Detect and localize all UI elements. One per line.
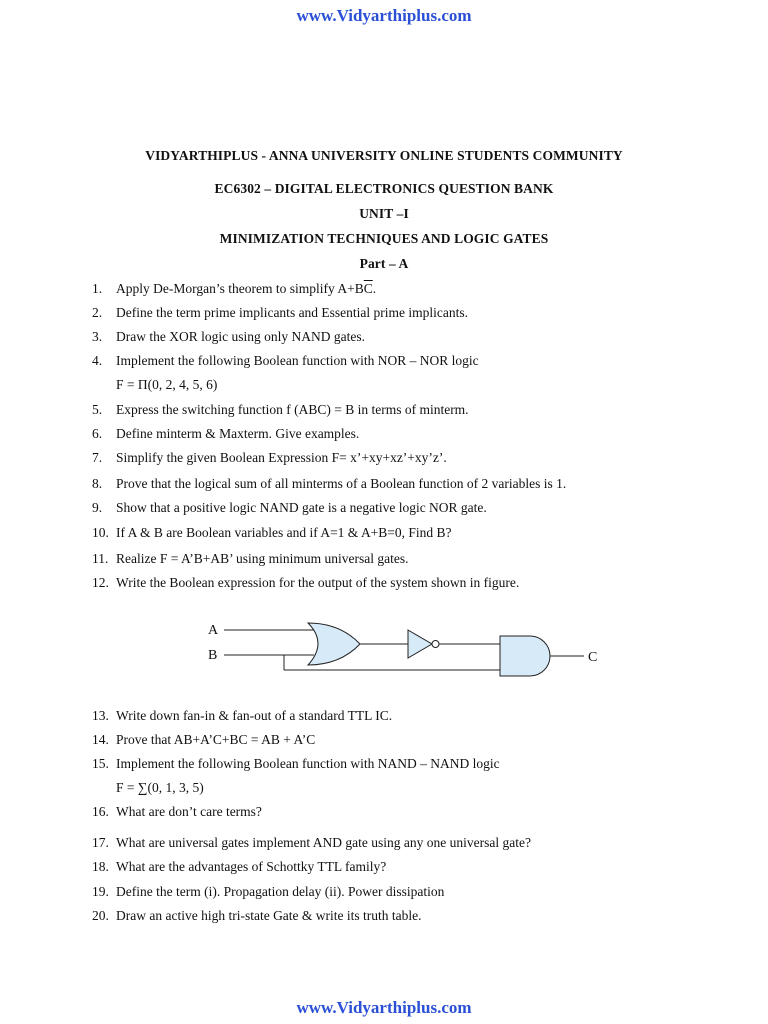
question-item xyxy=(92,908,422,924)
question-item xyxy=(92,732,315,748)
logic-circuit-figure xyxy=(200,614,620,680)
function-expression: F = Π(0, 2, 4, 5, 6) xyxy=(116,377,218,392)
question-item xyxy=(92,708,392,724)
question-number: 12. xyxy=(92,575,109,590)
function-expression: F = ∑(0, 1, 3, 5) xyxy=(116,780,204,795)
question-item xyxy=(92,281,376,297)
question-item xyxy=(92,450,447,466)
footer-site-link[interactable]: www.Vidyarthiplus.com xyxy=(296,998,472,1017)
input-a-label: A xyxy=(208,623,219,638)
question-item xyxy=(92,476,566,492)
question-item xyxy=(92,305,468,321)
question-number: 10. xyxy=(92,525,109,540)
question-text-end: . xyxy=(372,281,377,296)
not-bubble xyxy=(432,641,439,648)
question-item xyxy=(92,804,262,820)
question-number: 14. xyxy=(92,732,109,747)
question-text: Implement the following Boolean function with NAND – NAND logic xyxy=(116,756,500,771)
question-number: 5. xyxy=(92,402,103,417)
question-item xyxy=(92,353,479,369)
question-text: Express the switching function f (ABC) = B in terms of minterm. xyxy=(116,402,469,417)
question-item xyxy=(92,575,519,591)
question-number: 9. xyxy=(92,500,103,515)
not-gate xyxy=(408,630,432,658)
question-text: If A & B are Boolean variables and if A=1 & A+B=0, Find B? xyxy=(116,525,452,540)
question-number: 17. xyxy=(92,835,109,850)
and-gate xyxy=(500,636,550,676)
question-text: Write the Boolean expression for the output of the system shown in figure. xyxy=(116,575,520,590)
question-text: Prove that the logical sum of all minterms of a Boolean function of 2 variables is 1. xyxy=(116,476,567,491)
input-b-label: B xyxy=(208,648,218,663)
question-item xyxy=(92,500,487,516)
question-item xyxy=(92,525,452,541)
question-text: Show that a positive logic NAND gate is a negative logic NOR gate. xyxy=(116,500,487,515)
question-text: Draw an active high tri-state Gate & write its truth table. xyxy=(116,908,422,923)
question-number: 15. xyxy=(92,756,109,771)
question-text: What are the advantages of Schottky TTL family? xyxy=(116,859,387,874)
question-item xyxy=(92,835,531,851)
question-item xyxy=(92,756,500,772)
question-text: Simplify the given Boolean Expression F= x’+xy+xz’+xy’z’. xyxy=(116,450,447,465)
question-item xyxy=(92,551,408,567)
question-number: 4. xyxy=(92,353,103,368)
header-site-link[interactable]: www.Vidyarthiplus.com xyxy=(296,6,472,25)
question-item xyxy=(92,426,359,442)
question-number: 2. xyxy=(92,305,103,320)
question-item xyxy=(92,884,444,900)
question-text: Prove that AB+A’C+BC = AB + A’C xyxy=(116,732,316,747)
question-number: 19. xyxy=(92,884,109,899)
question-text: Apply De-Morgan’s theorem to simplify A+B xyxy=(116,281,364,296)
question-text: Implement the following Boolean function with NOR – NOR logic xyxy=(116,353,479,368)
unit-label: UNIT –I xyxy=(359,206,409,221)
question-text: Define minterm & Maxterm. Give examples. xyxy=(116,426,360,441)
question-number: 8. xyxy=(92,476,103,491)
question-item xyxy=(92,329,365,345)
question-number: 6. xyxy=(92,426,103,441)
question-text: Draw the XOR logic using only NAND gates. xyxy=(116,329,365,344)
question-text: Define the term prime implicants and Essential prime implicants. xyxy=(116,305,469,320)
course-title: EC6302 – DIGITAL ELECTRONICS QUESTION BANK xyxy=(214,181,554,196)
question-text: Realize F = A’B+AB’ using minimum universal gates. xyxy=(116,551,409,566)
output-c-label: C xyxy=(588,650,598,665)
part-label: Part – A xyxy=(359,256,409,271)
question-text: Write down fan-in & fan-out of a standard TTL IC. xyxy=(116,708,393,723)
question-number: 18. xyxy=(92,859,109,874)
community-title: VIDYARTHIPLUS - ANNA UNIVERSITY ONLINE STUDENTS COMMUNITY xyxy=(145,148,623,163)
overlined-term: $\overline{C}$ xyxy=(363,281,373,296)
unit-title: MINIMIZATION TECHNIQUES AND LOGIC GATES xyxy=(219,231,549,246)
question-number: 20. xyxy=(92,908,109,923)
question-item xyxy=(92,859,386,875)
or-gate xyxy=(308,623,360,665)
question-text: What are universal gates implement AND gate using any one universal gate? xyxy=(116,835,531,850)
question-number: 7. xyxy=(92,450,103,465)
question-number: 16. xyxy=(92,804,109,819)
question-item xyxy=(92,402,469,418)
question-number: 13. xyxy=(92,708,109,723)
question-text: Define the term (i). Propagation delay (ii). Power dissipation xyxy=(116,884,445,899)
question-number: 11. xyxy=(92,551,109,566)
question-text: What are don’t care terms? xyxy=(116,804,262,819)
question-number: 1. xyxy=(92,281,103,296)
question-number: 3. xyxy=(92,329,103,344)
